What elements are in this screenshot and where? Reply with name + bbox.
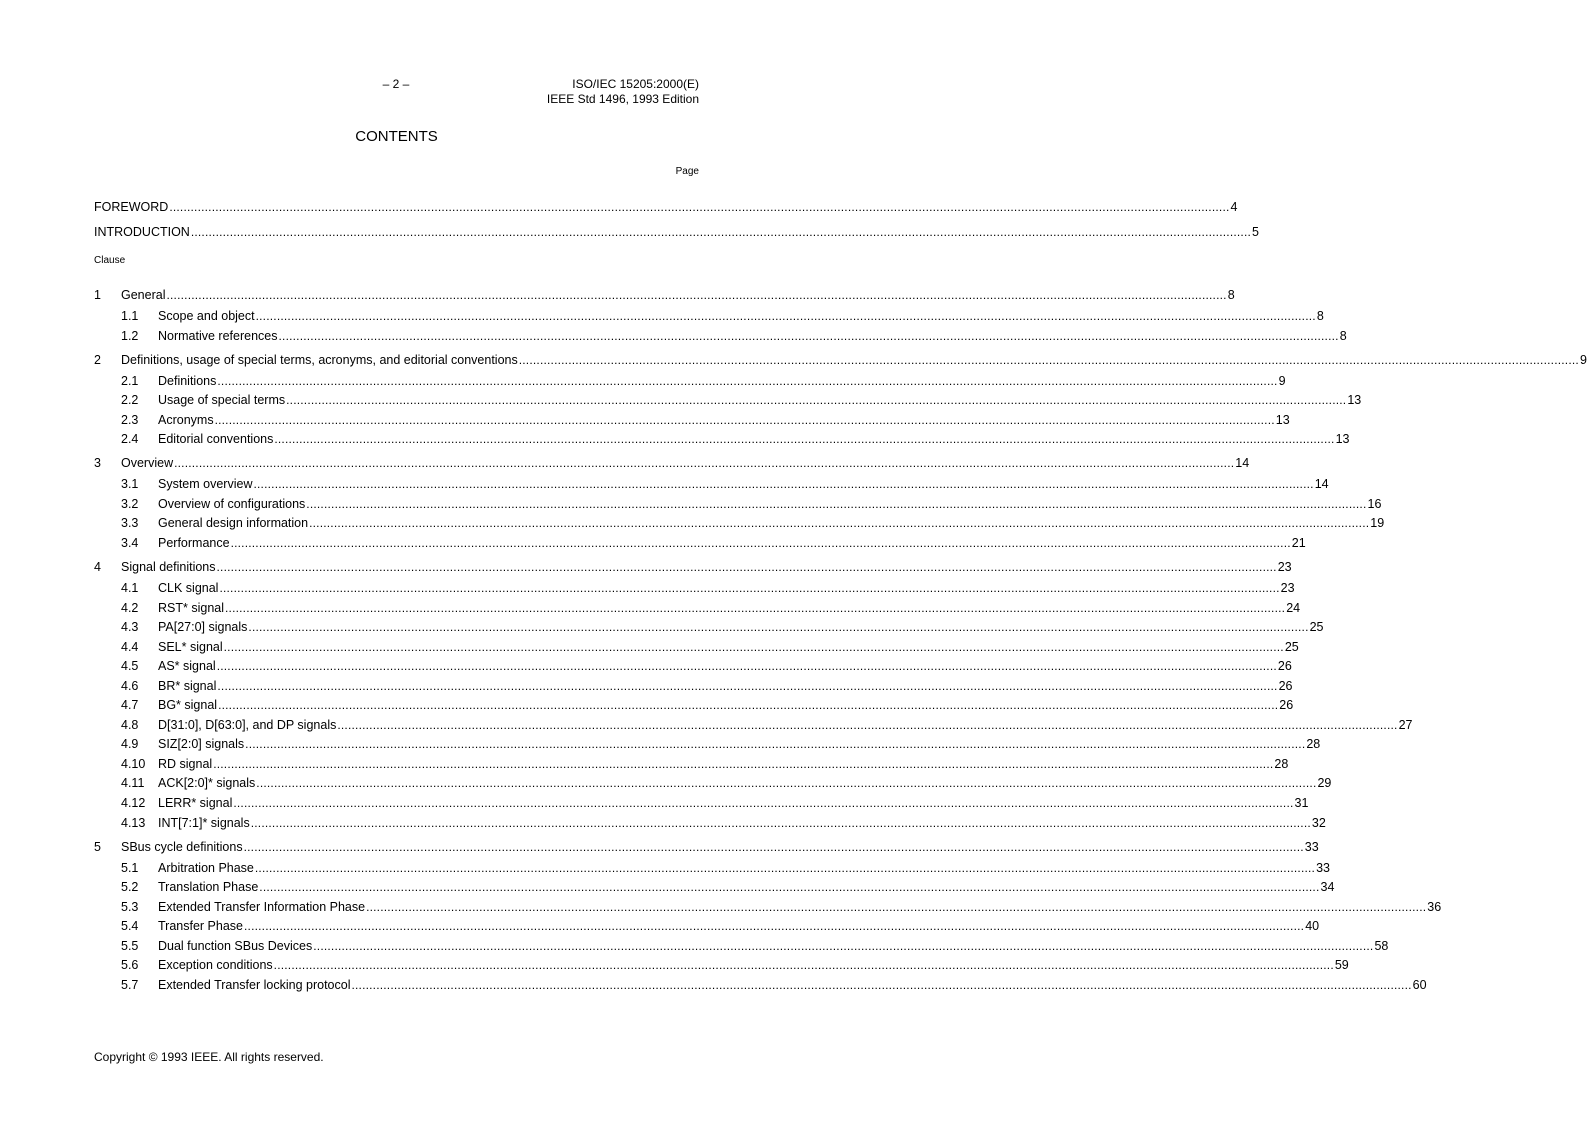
copyright-footer: Copyright © 1993 IEEE. All rights reserved.: [94, 1050, 324, 1064]
toc-subclause-item[interactable]: [94, 677, 1293, 695]
toc-clause-item[interactable]: [94, 558, 1292, 576]
toc-entry-title: Signal definitions: [121, 560, 216, 574]
dot-leader: ............................................................................................................................................................................................................................................................................................................: [166, 288, 1227, 302]
toc-entry-page: 34: [1320, 880, 1335, 894]
toc-entry-page: 16: [1367, 497, 1382, 511]
toc-entry-title: ACK[2:0]* signals: [158, 776, 256, 790]
toc-entry-number: 4.11: [121, 776, 145, 790]
toc-entry-number: 5.7: [121, 978, 139, 992]
dot-leader: ............................................................................................................................................................................................................................................................................................................: [217, 374, 1278, 388]
toc-entry-title: Performance: [158, 536, 230, 550]
toc-entry-page: 26: [1277, 659, 1292, 673]
toc-entry-title: INTRODUCTION: [94, 225, 190, 239]
toc-entry-title: BR* signal: [158, 679, 217, 693]
toc-entry-title: SEL* signal: [158, 640, 223, 654]
toc-subclause-item[interactable]: [94, 794, 1309, 812]
toc-entry-number: 2.2: [121, 393, 139, 407]
toc-entry-number: 4.13: [121, 816, 146, 830]
toc-entry-page: 9: [1579, 353, 1587, 367]
dot-leader: ............................................................................................................................................................................................................................................................................................................: [233, 796, 1294, 810]
dot-leader: ............................................................................................................................................................................................................................................................................................................: [216, 659, 1277, 673]
toc-entry-number: 4.5: [121, 659, 139, 673]
dot-leader: ............................................................................................................................................................................................................................................................................................................: [278, 329, 1339, 343]
toc-entry-page: 9: [1278, 374, 1286, 388]
dot-leader: ............................................................................................................................................................................................................................................................................................................: [366, 900, 1427, 914]
toc-entry-page: 8: [1339, 329, 1347, 343]
toc-entry-page: 33: [1304, 840, 1319, 854]
toc-entry-title: System overview: [158, 477, 253, 491]
toc-entry-page: 23: [1280, 581, 1295, 595]
dot-leader: ............................................................................................................................................................................................................................................................................................................: [174, 456, 1235, 470]
toc-entry-title: SIZ[2:0] signals: [158, 737, 245, 751]
toc-clause-item[interactable]: [94, 286, 1235, 304]
toc-entry-number: 4.10: [121, 757, 146, 771]
dot-leader: ............................................................................................................................................................................................................................................................................................................: [306, 497, 1367, 511]
toc-subclause-item[interactable]: [94, 898, 1442, 916]
toc-subclause-item[interactable]: [94, 495, 1382, 513]
toc-subclause-item[interactable]: [94, 937, 1389, 955]
toc-subclause-item[interactable]: [94, 638, 1299, 656]
toc-entry-number: 5.4: [121, 919, 139, 933]
toc-entry-title: PA[27:0] signals: [158, 620, 248, 634]
dot-leader: ............................................................................................................................................................................................................................................................................................................: [351, 978, 1412, 992]
toc-entry-title: BG* signal: [158, 698, 218, 712]
toc-subclause-item[interactable]: [94, 735, 1321, 753]
toc-entry-number: 4.1: [121, 581, 139, 595]
toc-entry-page: 58: [1374, 939, 1389, 953]
toc-subclause-item[interactable]: [94, 618, 1324, 636]
toc-entry-page: 28: [1274, 757, 1289, 771]
toc-entry-title: Overview: [121, 456, 174, 470]
toc-entry-title: General: [121, 288, 166, 302]
toc-subclause-item[interactable]: [94, 755, 1289, 773]
document-identifier: [547, 77, 699, 107]
toc-subclause-item[interactable]: [94, 878, 1335, 896]
toc-subclause-item[interactable]: [94, 599, 1301, 617]
toc-entry-number: 1.2: [121, 329, 139, 343]
toc-entry-title: General design information: [158, 516, 309, 530]
toc-entry-number: 5.5: [121, 939, 139, 953]
toc-front-matter-item[interactable]: [94, 223, 1259, 241]
toc-entry-page: 13: [1335, 432, 1350, 446]
toc-entry-number: 5.2: [121, 880, 139, 894]
toc-entry-title: FOREWORD: [94, 200, 169, 214]
toc-entry-page: 32: [1311, 816, 1326, 830]
dot-leader: ............................................................................................................................................................................................................................................................................................................: [286, 393, 1347, 407]
dot-leader: ............................................................................................................................................................................................................................................................................................................: [223, 640, 1284, 654]
toc-subclause-item[interactable]: [94, 917, 1320, 935]
toc-entry-page: 21: [1291, 536, 1306, 550]
dot-leader: ............................................................................................................................................................................................................................................................................................................: [274, 432, 1335, 446]
toc-subclause-item[interactable]: [94, 391, 1362, 409]
toc-subclause-item[interactable]: [94, 307, 1324, 325]
dot-leader: ............................................................................................................................................................................................................................................................................................................: [254, 861, 1316, 875]
doc-id-line2: IEEE Std 1496, 1993 Edition: [546, 92, 699, 106]
toc-entry-title: Extended Transfer Information Phase: [158, 900, 366, 914]
toc-entry-title: Translation Phase: [158, 880, 259, 894]
toc-subclause-item[interactable]: [94, 774, 1332, 792]
toc-entry-number: 5: [94, 840, 101, 854]
toc-entry-title: D[31:0], D[63:0], and DP signals: [158, 718, 337, 732]
toc-entry-page: 13: [1347, 393, 1362, 407]
toc-entry-page: 14: [1314, 477, 1329, 491]
dot-leader: ............................................................................................................................................................................................................................................................................................................: [518, 353, 1579, 367]
dot-leader: ............................................................................................................................................................................................................................................................................................................: [255, 309, 1316, 323]
page-column-label: Page: [675, 166, 699, 177]
dot-leader: ............................................................................................................................................................................................................................................................................................................: [309, 516, 1370, 530]
toc-entry-title: LERR* signal: [158, 796, 233, 810]
toc-entry-number: 2.1: [121, 374, 139, 388]
toc-entry-title: Acronyms: [158, 413, 214, 427]
toc-entry-page: 25: [1284, 640, 1299, 654]
toc-entry-number: 4.7: [121, 698, 139, 712]
doc-id-line1: ISO/IEC 15205:2000(E): [572, 77, 699, 91]
toc-entry-page: 26: [1279, 698, 1294, 712]
toc-entry-number: 3.2: [121, 497, 139, 511]
toc-entry-title: INT[7:1]* signals: [158, 816, 250, 830]
toc-entry-page: 13: [1275, 413, 1290, 427]
toc-entry-title: Arbitration Phase: [158, 861, 254, 875]
dot-leader: ............................................................................................................................................................................................................................................................................................................: [253, 477, 1314, 491]
toc-subclause-item[interactable]: [94, 859, 1330, 877]
dot-leader: ............................................................................................................................................................................................................................................................................................................: [243, 840, 1304, 854]
toc-entry-page: 8: [1227, 288, 1235, 302]
toc-entry-number: 2.3: [121, 413, 139, 427]
toc-entry-title: Normative references: [158, 329, 278, 343]
toc-subclause-item[interactable]: [94, 696, 1294, 714]
toc-entry-number: 3: [94, 456, 101, 470]
toc-entry-number: 4: [94, 560, 101, 574]
toc-entry-page: 31: [1294, 796, 1309, 810]
page-title: CONTENTS: [355, 128, 438, 145]
toc-entry-number: 4.8: [121, 718, 139, 732]
toc-entry-title: Editorial conventions: [158, 432, 274, 446]
toc-entry-number: 2: [94, 353, 101, 367]
toc-subclause-item[interactable]: [94, 534, 1306, 552]
toc-subclause-item[interactable]: [94, 814, 1326, 832]
toc-subclause-item[interactable]: [94, 657, 1292, 675]
toc-entry-page: 59: [1334, 958, 1349, 972]
toc-entry-page: 23: [1277, 560, 1292, 574]
toc-entry-number: 4.9: [121, 737, 139, 751]
toc-entry-page: 24: [1286, 601, 1301, 615]
toc-subclause-item[interactable]: [94, 327, 1347, 345]
toc-subclause-item[interactable]: [94, 411, 1290, 429]
dot-leader: ............................................................................................................................................................................................................................................................................................................: [214, 413, 1275, 427]
toc-entry-title: Exception conditions: [158, 958, 273, 972]
page-number: – 2 –: [382, 77, 410, 91]
toc-subclause-item[interactable]: [94, 579, 1295, 597]
dot-leader: ............................................................................................................................................................................................................................................................................................................: [250, 816, 1311, 830]
toc-entry-number: 3.1: [121, 477, 139, 491]
dot-leader: ............................................................................................................................................................................................................................................................................................................: [245, 737, 1306, 751]
toc-clause-item[interactable]: [94, 351, 1587, 369]
toc-entry-number: 5.1: [121, 861, 139, 875]
toc-entry-number: 4.12: [121, 796, 146, 810]
toc-entry-title: Extended Transfer locking protocol: [158, 978, 351, 992]
dot-leader: ............................................................................................................................................................................................................................................................................................................: [248, 620, 1309, 634]
toc-entry-page: 19: [1370, 516, 1385, 530]
toc-entry-title: Overview of configurations: [158, 497, 306, 511]
toc-clause-item[interactable]: [94, 838, 1319, 856]
toc-entry-number: 2.4: [121, 432, 139, 446]
dot-leader: ............................................................................................................................................................................................................................................................................................................: [273, 958, 1334, 972]
toc-entry-number: 4.2: [121, 601, 139, 615]
dot-leader: ............................................................................................................................................................................................................................................................................................................: [213, 757, 1274, 771]
toc-entry-page: 27: [1398, 718, 1413, 732]
dot-leader: ............................................................................................................................................................................................................................................................................................................: [244, 919, 1305, 933]
dot-leader: ............................................................................................................................................................................................................................................................................................................: [259, 880, 1320, 894]
toc-subclause-item[interactable]: [94, 475, 1329, 493]
dot-leader: ............................................................................................................................................................................................................................................................................................................: [225, 601, 1286, 615]
toc-entry-title: Usage of special terms: [158, 393, 286, 407]
toc-entry-title: SBus cycle definitions: [121, 840, 243, 854]
toc-subclause-item[interactable]: [94, 514, 1385, 532]
toc-entry-number: 1: [94, 288, 101, 302]
toc-subclause-item[interactable]: [94, 956, 1349, 974]
toc-entry-page: 60: [1412, 978, 1427, 992]
toc-entry-title: CLK signal: [158, 581, 219, 595]
toc-entry-title: Definitions, usage of special terms, acronyms, and editorial conventions: [121, 353, 518, 367]
dot-leader: ............................................................................................................................................................................................................................................................................................................: [169, 200, 1230, 214]
toc-entry-title: RST* signal: [158, 601, 224, 615]
toc-entry-number: 4.4: [121, 640, 139, 654]
toc-entry-title: RD signal: [158, 757, 213, 771]
dot-leader: ............................................................................................................................................................................................................................................................................................................: [219, 581, 1280, 595]
toc-entry-title: Transfer Phase: [158, 919, 243, 933]
toc-entry-number: 4.3: [121, 620, 139, 634]
toc-entry-page: 25: [1309, 620, 1324, 634]
toc-entry-number: 4.6: [121, 679, 139, 693]
clause-column-label: Clause: [94, 255, 126, 266]
dot-leader: ............................................................................................................................................................................................................................................................................................................: [313, 939, 1374, 953]
toc-entry-page: 8: [1316, 309, 1324, 323]
dot-leader: ............................................................................................................................................................................................................................................................................................................: [217, 679, 1278, 693]
toc-entry-title: Dual function SBus Devices: [158, 939, 313, 953]
dot-leader: ............................................................................................................................................................................................................................................................................................................: [256, 776, 1317, 790]
dot-leader: ............................................................................................................................................................................................................................................................................................................: [230, 536, 1291, 550]
toc-entry-number: 5.6: [121, 958, 139, 972]
toc-entry-page: 26: [1278, 679, 1293, 693]
dot-leader: ............................................................................................................................................................................................................................................................................................................: [190, 225, 1252, 239]
toc-entry-title: AS* signal: [158, 659, 216, 673]
toc-entry-page: 40: [1305, 919, 1320, 933]
toc-entry-page: 36: [1427, 900, 1442, 914]
toc-entry-title: Scope and object: [158, 309, 255, 323]
toc-entry-number: 3.4: [121, 536, 139, 550]
toc-entry-number: 5.3: [121, 900, 139, 914]
toc-entry-number: 1.1: [121, 309, 139, 323]
toc-entry-number: 3.3: [121, 516, 139, 530]
toc-subclause-item[interactable]: [94, 716, 1413, 734]
toc-entry-page: 28: [1306, 737, 1321, 751]
toc-entry-page: 29: [1317, 776, 1332, 790]
toc-front-matter-item[interactable]: [94, 198, 1238, 216]
toc-entry-page: 4: [1230, 200, 1238, 214]
dot-leader: ............................................................................................................................................................................................................................................................................................................: [337, 718, 1398, 732]
toc-entry-title: Definitions: [158, 374, 217, 388]
toc-subclause-item[interactable]: [94, 372, 1286, 390]
toc-subclause-item[interactable]: [94, 976, 1427, 994]
toc-subclause-item[interactable]: [94, 430, 1350, 448]
dot-leader: ............................................................................................................................................................................................................................................................................................................: [216, 560, 1277, 574]
dot-leader: ............................................................................................................................................................................................................................................................................................................: [218, 698, 1279, 712]
toc-entry-page: 14: [1235, 456, 1250, 470]
toc-clause-item[interactable]: [94, 454, 1250, 472]
toc-entry-page: 33: [1316, 861, 1330, 875]
toc-entry-page: 5: [1252, 225, 1259, 239]
